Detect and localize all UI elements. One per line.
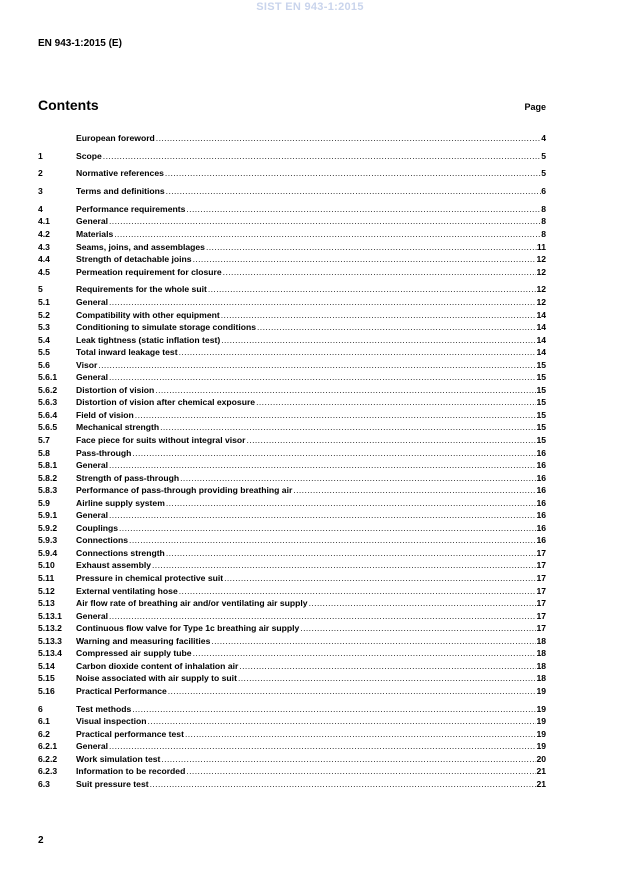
toc-entry-page: 19 — [536, 716, 546, 727]
toc-dot-leader — [178, 347, 537, 357]
page-column-label: Page — [524, 102, 546, 112]
toc-entry-title: Distortion of vision after chemical exposure — [76, 397, 256, 408]
toc-entry-number: 5.6.1 — [38, 372, 58, 383]
toc-entry-page: 18 — [536, 660, 546, 671]
toc-entry-page: 18 — [536, 648, 546, 659]
toc-entry-title: Noise associated with air supply to suit — [76, 673, 237, 684]
toc-entry-page: 12 — [536, 254, 546, 265]
toc-entry-number: 5.13.3 — [38, 635, 62, 646]
toc-entry-page: 8 — [541, 203, 546, 214]
toc-entry-number: 6.3 — [38, 778, 50, 789]
toc-entry-page: 17 — [536, 547, 546, 558]
toc-entry[interactable] — [38, 510, 546, 523]
toc-entry[interactable] — [38, 297, 546, 310]
toc-dot-leader — [108, 611, 536, 621]
toc-entry-title: Pressure in chemical protective suit — [76, 572, 224, 583]
toc-entry-title: Test methods — [76, 703, 132, 714]
toc-entry-title: Leak tightness (static inflation test) — [76, 334, 221, 345]
toc-dot-leader — [151, 560, 536, 570]
toc-entry-title: Seams, joins, and assemblages — [76, 241, 205, 252]
toc-entry-title: Strength of detachable joins — [76, 254, 192, 265]
toc-entry-number: 5.9 — [38, 497, 50, 508]
toc-entry-page: 12 — [536, 266, 546, 277]
toc-entry-title: Performance requirements — [76, 203, 186, 214]
toc-entry[interactable] — [38, 560, 546, 573]
toc-entry-title: Carbon dioxide content of inhalation air — [76, 660, 239, 671]
toc-entry-page: 18 — [536, 673, 546, 684]
toc-entry[interactable] — [38, 460, 546, 473]
toc-entry-page: 14 — [536, 334, 546, 345]
toc-entry-title: Requirements for the whole suit — [76, 284, 207, 295]
toc-entry-title: Performance of pass-through providing breathing air — [76, 485, 293, 496]
toc-entry[interactable] — [38, 360, 546, 373]
toc-entry-number: 5.3 — [38, 322, 50, 333]
toc-dot-leader — [165, 548, 537, 558]
toc-entry-number: 5.6.4 — [38, 409, 58, 420]
toc-entry[interactable] — [38, 372, 546, 385]
toc-dot-leader — [167, 686, 537, 696]
toc-entry-page: 14 — [536, 322, 546, 333]
toc-entry[interactable] — [38, 284, 546, 297]
toc-entry[interactable] — [38, 716, 546, 729]
toc-entry-number: 6.1 — [38, 716, 50, 727]
toc-entry-title: Conditioning to simulate storage conditions — [76, 322, 256, 333]
toc-entry-page: 15 — [536, 409, 546, 420]
toc-dot-leader — [97, 360, 536, 370]
toc-entry-page: 5 — [541, 150, 546, 161]
toc-entry-page: 12 — [536, 284, 546, 295]
toc-dot-leader — [118, 523, 536, 533]
toc-entry-title: Materials — [76, 229, 114, 240]
toc-dot-leader — [108, 216, 541, 226]
toc-entry-page: 14 — [536, 347, 546, 358]
toc-entry-number: 5.13.4 — [38, 648, 62, 659]
toc-entry-number: 4 — [38, 203, 43, 214]
toc-dot-leader — [184, 729, 536, 739]
toc-entry[interactable] — [38, 611, 546, 624]
toc-entry-title: Airline supply system — [76, 497, 165, 508]
toc-dot-leader — [238, 661, 536, 671]
toc-dot-leader — [292, 485, 536, 495]
toc-entry[interactable] — [38, 636, 546, 649]
toc-entry-number: 3 — [38, 186, 43, 197]
toc-dot-leader — [179, 473, 536, 483]
toc-entry-number: 5.6.3 — [38, 397, 58, 408]
toc-dot-leader — [108, 460, 536, 470]
toc-entry[interactable] — [38, 133, 546, 146]
toc-entry-title: General — [76, 610, 109, 621]
toc-entry-title: General — [76, 216, 109, 227]
toc-entry-page: 8 — [541, 229, 546, 240]
toc-entry-number: 5.2 — [38, 309, 50, 320]
toc-entry-number: 5.8.1 — [38, 460, 58, 471]
toc-entry-number: 5.1 — [38, 296, 50, 307]
toc-entry-title: Mechanical strength — [76, 422, 160, 433]
toc-entry[interactable] — [38, 397, 546, 410]
toc-entry-title: General — [76, 460, 109, 471]
toc-entry[interactable] — [38, 168, 546, 181]
toc-dot-leader — [108, 741, 536, 751]
toc-entry-title: Normative references — [76, 168, 164, 179]
toc-entry-number: 5.11 — [38, 572, 55, 583]
toc-entry[interactable] — [38, 204, 546, 217]
toc-dot-leader — [256, 322, 536, 332]
toc-entry[interactable] — [38, 435, 546, 448]
toc-entry[interactable] — [38, 673, 546, 686]
toc-entry[interactable] — [38, 310, 546, 323]
toc-dot-leader — [147, 716, 537, 726]
toc-entry[interactable] — [38, 598, 546, 611]
toc-entry-page: 17 — [536, 623, 546, 634]
toc-entry-title: Scope — [76, 150, 102, 161]
toc-dot-leader — [160, 754, 536, 764]
toc-entry-title: Terms and definitions — [76, 186, 165, 197]
toc-entry-title: Work simulation test — [76, 753, 161, 764]
toc-dot-leader — [108, 297, 536, 307]
toc-entry[interactable] — [38, 422, 546, 435]
toc-entry[interactable] — [38, 267, 546, 280]
toc-dot-leader — [131, 448, 536, 458]
toc-entry-number: 5.4 — [38, 334, 50, 345]
toc-entry-title: General — [76, 741, 109, 752]
toc-entry-title: Practical Performance — [76, 685, 167, 696]
toc-entry-page: 16 — [536, 460, 546, 471]
toc-dot-leader — [220, 310, 537, 320]
toc-entry-title: General — [76, 510, 109, 521]
toc-entry-number: 5 — [38, 284, 43, 295]
toc-entry-page: 14 — [536, 309, 546, 320]
toc-entry-title: Connections — [76, 535, 129, 546]
toc-entry-number: 6 — [38, 703, 43, 714]
toc-entry[interactable] — [38, 473, 546, 486]
toc-entry-number: 1 — [38, 150, 43, 161]
watermark-text: SIST EN 943-1:2015 — [256, 1, 364, 13]
toc-entry[interactable] — [38, 623, 546, 636]
toc-entry[interactable] — [38, 498, 546, 511]
toc-entry-number: 4.4 — [38, 254, 50, 265]
toc-entry-title: Couplings — [76, 522, 119, 533]
toc-entry[interactable] — [38, 347, 546, 360]
toc-dot-leader — [149, 779, 537, 789]
toc-dot-leader — [154, 385, 536, 395]
toc-entry[interactable] — [38, 216, 546, 229]
toc-dot-leader — [113, 229, 541, 239]
toc-entry-title: Permeation requirement for closure — [76, 266, 222, 277]
toc-entry-page: 17 — [536, 610, 546, 621]
toc-entry-title: Pass-through — [76, 447, 132, 458]
toc-entry-page: 4 — [541, 133, 546, 143]
toc-entry-number: 5.16 — [38, 685, 55, 696]
toc-entry-number: 5.13.1 — [38, 610, 62, 621]
toc-entry[interactable] — [38, 729, 546, 742]
toc-entry-number: 5.12 — [38, 585, 55, 596]
toc-entry-number: 5.8 — [38, 447, 50, 458]
toc-entry-title: Distortion of vision — [76, 384, 155, 395]
toc-entry-number: 5.15 — [38, 673, 55, 684]
toc-entry-page: 16 — [536, 522, 546, 533]
toc-entry[interactable] — [38, 523, 546, 536]
toc-entry[interactable] — [38, 229, 546, 242]
toc-entry[interactable] — [38, 686, 546, 699]
toc-entry[interactable] — [38, 242, 546, 255]
toc-entry-number: 5.7 — [38, 434, 50, 445]
toc-entry-page: 19 — [536, 703, 546, 714]
toc-dot-leader — [207, 284, 537, 294]
toc-entry[interactable] — [38, 754, 546, 767]
toc-entry-page: 15 — [536, 397, 546, 408]
toc-entry-page: 16 — [536, 510, 546, 521]
toc-entry-number: 5.9.3 — [38, 535, 58, 546]
toc-dot-leader — [165, 186, 542, 196]
toc-entry[interactable] — [38, 573, 546, 586]
toc-dot-leader — [108, 372, 536, 382]
toc-entry[interactable] — [38, 254, 546, 267]
toc-entry-title: Field of vision — [76, 409, 134, 420]
toc-entry[interactable] — [38, 704, 546, 717]
toc-entry-page: 12 — [536, 296, 546, 307]
toc-dot-leader — [108, 510, 536, 520]
toc-entry-title: Exhaust assembly — [76, 560, 151, 571]
toc-entry-page: 18 — [536, 635, 546, 646]
toc-entry-number: 4.5 — [38, 266, 50, 277]
toc-entry[interactable] — [38, 548, 546, 561]
toc-dot-leader — [185, 204, 541, 214]
toc-dot-leader — [165, 498, 537, 508]
toc-entry[interactable] — [38, 410, 546, 423]
toc-entry-number: 5.13 — [38, 598, 55, 609]
toc-entry-number: 6.2 — [38, 728, 50, 739]
toc-dot-leader — [299, 623, 536, 633]
toc-entry-page: 6 — [541, 186, 546, 197]
toc-entry[interactable] — [38, 151, 546, 164]
toc-entry-title: Total inward leakage test — [76, 347, 178, 358]
toc-entry[interactable] — [38, 741, 546, 754]
toc-entry-number: 5.9.1 — [38, 510, 58, 521]
toc-dot-leader — [159, 422, 536, 432]
toc-entry-page: 16 — [536, 472, 546, 483]
toc-entry-title: Strength of pass-through — [76, 472, 180, 483]
toc-dot-leader — [131, 704, 536, 714]
toc-dot-leader — [192, 648, 537, 658]
toc-dot-leader — [223, 573, 536, 583]
toc-entry-number: 5.6.2 — [38, 384, 58, 395]
toc-dot-leader — [210, 636, 536, 646]
toc-entry-page: 16 — [536, 447, 546, 458]
toc-dot-leader — [128, 535, 536, 545]
toc-entry-title: Face piece for suits without integral visor — [76, 434, 246, 445]
toc-entry-title: External ventilating hose — [76, 585, 178, 596]
toc-entry-number: 2 — [38, 168, 43, 179]
toc-entry-page: 17 — [536, 572, 546, 583]
toc-entry-page: 17 — [536, 585, 546, 596]
toc-entry-number: 6.2.1 — [38, 741, 58, 752]
toc-entry-title: Warning and measuring facilities — [76, 635, 211, 646]
toc-entry-page: 8 — [541, 216, 546, 227]
toc-entry-number: 5.6 — [38, 359, 50, 370]
toc-dot-leader — [308, 598, 537, 608]
toc-entry-page: 11 — [536, 241, 546, 252]
toc-entry[interactable] — [38, 448, 546, 461]
toc-entry-number: 5.10 — [38, 560, 55, 571]
toc-entry-page: 5 — [541, 168, 546, 179]
toc-entry-title: Visor — [76, 359, 98, 370]
toc-entry-page: 17 — [536, 560, 546, 571]
toc-entry-page: 21 — [536, 778, 546, 789]
toc-entry-page: 19 — [536, 741, 546, 752]
toc-entry-number: 4.1 — [38, 216, 50, 227]
toc-entry-number: 6.2.3 — [38, 766, 58, 777]
toc-dot-leader — [102, 151, 541, 161]
toc-dot-leader — [185, 766, 536, 776]
toc-entry-title: European foreword — [76, 133, 155, 143]
toc-entry-title: Compressed air supply tube — [76, 648, 192, 659]
toc-entry-page: 19 — [536, 685, 546, 696]
toc-entry[interactable] — [38, 385, 546, 398]
toc-entry[interactable] — [38, 485, 546, 498]
toc-entry-title: Continuous flow valve for Type 1c breathing air supply — [76, 623, 300, 634]
toc-dot-leader — [155, 133, 541, 143]
toc-entry-page: 17 — [536, 598, 546, 609]
document-id: EN 943-1:2015 (E) — [38, 38, 122, 49]
toc-entry-number: 5.13.2 — [38, 623, 62, 634]
toc-entry-number: 5.9.2 — [38, 522, 58, 533]
toc-dot-leader — [164, 168, 541, 178]
toc-entry-page: 16 — [536, 535, 546, 546]
toc-entry[interactable] — [38, 766, 546, 779]
toc-entry-page: 15 — [536, 372, 546, 383]
toc-dot-leader — [205, 242, 537, 252]
toc-entry-number: 5.14 — [38, 660, 55, 671]
toc-dot-leader — [220, 335, 536, 345]
table-of-contents — [38, 133, 546, 791]
toc-dot-leader — [246, 435, 537, 445]
toc-entry-page: 15 — [536, 384, 546, 395]
toc-entry[interactable] — [38, 322, 546, 335]
toc-entry[interactable] — [38, 586, 546, 599]
toc-entry-title: Air flow rate of breathing air and/or ventilating air supply — [76, 598, 308, 609]
toc-entry-page: 20 — [536, 753, 546, 764]
toc-entry-page: 16 — [536, 485, 546, 496]
toc-entry-page: 16 — [536, 497, 546, 508]
toc-entry-page: 19 — [536, 728, 546, 739]
page-title: Contents — [38, 97, 99, 113]
toc-entry-title: General — [76, 372, 109, 383]
toc-entry-number: 5.9.4 — [38, 547, 58, 558]
toc-dot-leader — [237, 673, 537, 683]
toc-entry-number: 5.8.3 — [38, 485, 58, 496]
toc-entry[interactable] — [38, 186, 546, 199]
toc-entry-number: 5.8.2 — [38, 472, 58, 483]
toc-entry-title: General — [76, 296, 109, 307]
toc-entry-number: 4.3 — [38, 241, 50, 252]
toc-entry-title: Connections strength — [76, 547, 165, 558]
toc-entry[interactable] — [38, 335, 546, 348]
toc-dot-leader — [255, 397, 536, 407]
toc-entry[interactable] — [38, 648, 546, 661]
page-number: 2 — [38, 835, 44, 846]
toc-entry-page: 15 — [536, 359, 546, 370]
toc-entry-number: 5.5 — [38, 347, 50, 358]
toc-entry-page: 21 — [536, 766, 546, 777]
toc-entry-number: 5.6.5 — [38, 422, 58, 433]
toc-entry-title: Visual inspection — [76, 716, 147, 727]
toc-entry-page: 15 — [536, 422, 546, 433]
toc-entry-title: Compatibility with other equipment — [76, 309, 220, 320]
toc-entry[interactable] — [38, 661, 546, 674]
toc-entry-title: Practical performance test — [76, 728, 184, 739]
toc-entry-page: 15 — [536, 434, 546, 445]
toc-entry-title: Suit pressure test — [76, 778, 149, 789]
toc-entry-title: Information to be recorded — [76, 766, 186, 777]
toc-dot-leader — [178, 586, 537, 596]
toc-entry-number: 4.2 — [38, 229, 50, 240]
toc-entry[interactable] — [38, 779, 546, 792]
toc-dot-leader — [192, 254, 537, 264]
toc-dot-leader — [222, 267, 537, 277]
toc-entry-number: 6.2.2 — [38, 753, 58, 764]
toc-dot-leader — [134, 410, 537, 420]
toc-entry[interactable] — [38, 535, 546, 548]
